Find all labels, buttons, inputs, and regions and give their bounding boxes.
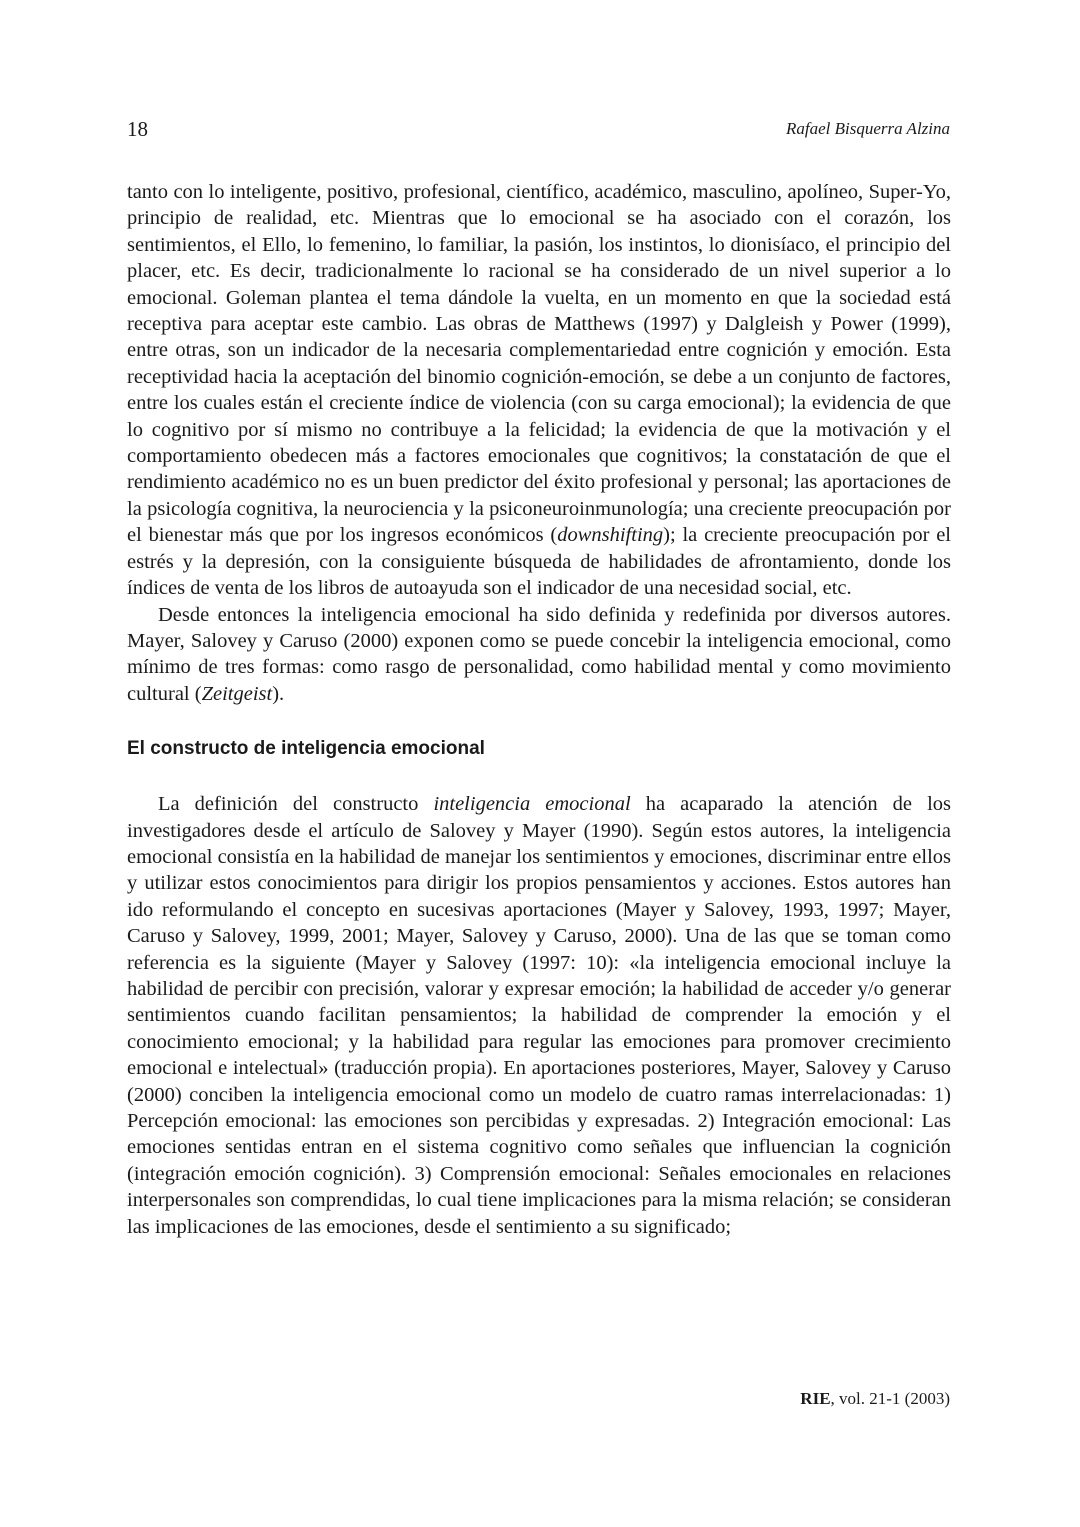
paragraph-3-text-b: ha acaparado la atención de los investigadores desde el artículo de Salovey y Mayer (1990). Según estos autores, la inteligencia emocional consistía en la habilidad de manejar los sentimientos y emociones, discriminar entre ellos y utilizar estos conocimientos para dirigir los propios pensamientos y acciones. Estos autores han ido reformulando el concepto en sucesivas aportaciones (Mayer y Salovey, 1993, 1997; Mayer, Caruso y Salovey, 1999, 2001; Mayer, Salovey y Caruso, 2000). Una de las que se toman como referencia es la siguiente (Mayer y Salovey (1997: 10): «la inteligencia emocional incluye la habilidad de percibir con precisión, valorar y expresar emoción; la habilidad de acceder y/o generar sentimientos cuando facilitan pensamientos; la habilidad de comprender la emoción y el conocimiento emocional; y la habilidad para regular las emociones para promover crecimiento emocional e intelectual» (traducción propia). En aportaciones posteriores, Mayer, Salovey y Caruso (2000) conciben la inteligencia emocional como un modelo de cuatro ramas interrelacionadas: 1) Percepción emocional: las emociones son percibidas y expresadas. 2) Integración emocional: Las emociones sentidas entran en el sistema cognitivo como señales que influencian la cognición (integración emoción cognición). 3) Comprensión emocional: Señales emocionales en relaciones interpersonales son comprendidas, lo cual tiene implicaciones para la misma relación; se consideran las implicaciones de las emociones, desde el sentimiento a su significado; <box>127 793 951 1238</box>
page-number: 18 <box>127 117 148 141</box>
body-text <box>127 179 951 1240</box>
running-head-author: Rafael Bisquerra Alzina <box>785 119 950 138</box>
paragraph-1-text-a: tanto con lo inteligente, positivo, profesional, científico, académico, masculino, apolíneo, Super-Yo, principio de realidad, etc. Mientras que lo emocional se ha asociado con el corazón, los sentimientos, el Ello, lo femenino, lo familiar, la pasión, los instintos, lo dionisíaco, el principio del placer, etc. Es decir, tradicionalmente lo racional se ha considerado de un nivel superior a lo emocional. Goleman plantea el tema dándole la vuelta, en un momento en que la sociedad está receptiva para aceptar este cambio. Las obras de Matthews (1997) y Dalgleish y Power (1999), entre otras, son un indicador de la necesaria complementariedad entre cognición y emoción. Esta receptividad hacia la aceptación del binomio cognición-emoción, se debe a un conjunto de factores, entre los cuales están el creciente índice de violencia (con su carga emocional); la evidencia de que lo cognitivo por sí mismo no contribuye a la felicidad; la evidencia de que la motivación y el comportamiento obedecen más a factores emocionales que cognitivos; la constatación de que el rendimiento académico no es un buen predictor del éxito profesional y personal; las aportaciones de la psicología cognitiva, la neurociencia y la psiconeuroinmunología; una creciente preocupación por el bienestar más que por los ingresos económicos ( <box>127 181 951 547</box>
journal-volume: , vol. 21-1 (2003) <box>830 1389 950 1408</box>
paragraph-2 <box>127 602 951 708</box>
paragraph-1-text-b: ); la creciente preocupación por el estrés y la depresión, con la consiguiente búsqueda de habilidades de afrontamiento, donde los índices de venta de los libros de autoayuda son el indicador de una necesidad social, etc. <box>127 524 951 600</box>
paragraph-3-text-a: La definición del constructo <box>158 793 434 816</box>
section-heading: El constructo de inteligencia emocional <box>127 738 485 760</box>
paragraph-1 <box>127 179 951 602</box>
journal-name: RIE <box>800 1389 831 1408</box>
paragraph-3 <box>127 791 951 1240</box>
paragraph-2-emphasis: Zeitgeist <box>201 682 273 705</box>
paragraph-1-emphasis: downshifting <box>557 524 664 547</box>
paragraph-2-text-b: ). <box>272 682 285 705</box>
journal-footer <box>800 1388 950 1410</box>
paragraph-3-emphasis: inteligencia emocional <box>433 793 631 816</box>
paragraph-2-text-a: Desde entonces la inteligencia emocional ha sido definida y redefinida por diversos autores. Mayer, Salovey y Caruso (2000) exponen como se puede concebir la inteligencia emocional, como mínimo de tres formas: como rasgo de personalidad, como habilidad mental y como movimiento cultural ( <box>127 603 951 705</box>
